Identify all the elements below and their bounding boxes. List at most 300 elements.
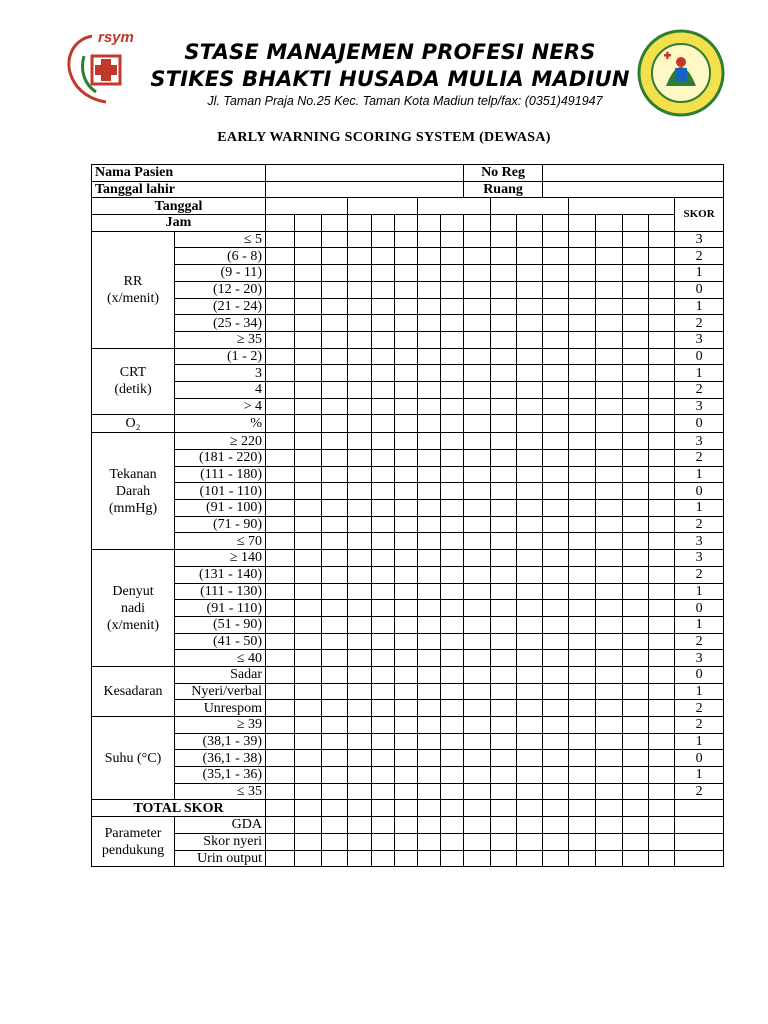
- entry-cell[interactable]: [348, 550, 372, 567]
- entry-cell[interactable]: [543, 298, 569, 315]
- entry-cell[interactable]: [675, 850, 724, 867]
- entry-cell[interactable]: [569, 415, 596, 433]
- entry-cell[interactable]: [266, 516, 295, 533]
- entry-cell[interactable]: [464, 783, 491, 800]
- entry-cell[interactable]: [649, 231, 675, 248]
- entry-cell[interactable]: [491, 415, 517, 433]
- entry-cell[interactable]: [596, 450, 623, 467]
- entry-cell[interactable]: [464, 500, 491, 517]
- entry-cell[interactable]: [418, 466, 441, 483]
- entry-cell[interactable]: [569, 450, 596, 467]
- entry-cell[interactable]: [295, 231, 322, 248]
- entry-cell[interactable]: [649, 750, 675, 767]
- entry-cell[interactable]: [517, 533, 543, 550]
- entry-cell[interactable]: [372, 398, 395, 415]
- entry-cell[interactable]: [441, 700, 464, 717]
- entry-cell[interactable]: [266, 483, 295, 500]
- entry-cell[interactable]: [464, 516, 491, 533]
- entry-cell[interactable]: [649, 783, 675, 800]
- entry-cell[interactable]: [348, 381, 372, 398]
- time-cell[interactable]: [348, 215, 372, 232]
- entry-cell[interactable]: [348, 616, 372, 633]
- entry-cell[interactable]: [649, 550, 675, 567]
- entry-cell[interactable]: [569, 265, 596, 282]
- entry-cell[interactable]: [372, 833, 395, 850]
- entry-cell[interactable]: [322, 381, 348, 398]
- entry-cell[interactable]: [322, 633, 348, 650]
- time-cell[interactable]: [649, 215, 675, 232]
- entry-cell[interactable]: [596, 466, 623, 483]
- entry-cell[interactable]: [464, 231, 491, 248]
- time-cell[interactable]: [491, 215, 517, 232]
- entry-cell[interactable]: [441, 450, 464, 467]
- entry-cell[interactable]: [623, 331, 649, 348]
- entry-cell[interactable]: [517, 850, 543, 867]
- entry-cell[interactable]: [543, 666, 569, 683]
- entry-cell[interactable]: [649, 365, 675, 382]
- ruang-field[interactable]: [543, 181, 724, 198]
- entry-cell[interactable]: [418, 533, 441, 550]
- entry-cell[interactable]: [491, 281, 517, 298]
- entry-cell[interactable]: [543, 683, 569, 700]
- entry-cell[interactable]: [569, 733, 596, 750]
- entry-cell[interactable]: [266, 398, 295, 415]
- entry-cell[interactable]: [543, 500, 569, 517]
- entry-cell[interactable]: [543, 516, 569, 533]
- entry-cell[interactable]: [491, 633, 517, 650]
- entry-cell[interactable]: [623, 248, 649, 265]
- entry-cell[interactable]: [322, 265, 348, 282]
- entry-cell[interactable]: [623, 281, 649, 298]
- entry-cell[interactable]: [543, 600, 569, 617]
- entry-cell[interactable]: [395, 850, 418, 867]
- entry-cell[interactable]: [596, 348, 623, 365]
- entry-cell[interactable]: [348, 683, 372, 700]
- entry-cell[interactable]: [569, 717, 596, 734]
- entry-cell[interactable]: [596, 231, 623, 248]
- entry-cell[interactable]: [569, 550, 596, 567]
- entry-cell[interactable]: [418, 650, 441, 667]
- entry-cell[interactable]: [517, 817, 543, 834]
- entry-cell[interactable]: [348, 298, 372, 315]
- entry-cell[interactable]: [649, 381, 675, 398]
- entry-cell[interactable]: [543, 733, 569, 750]
- entry-cell[interactable]: [441, 248, 464, 265]
- entry-cell[interactable]: [569, 298, 596, 315]
- time-cell[interactable]: [569, 215, 596, 232]
- entry-cell[interactable]: [441, 750, 464, 767]
- entry-cell[interactable]: [491, 850, 517, 867]
- entry-cell[interactable]: [569, 650, 596, 667]
- entry-cell[interactable]: [395, 231, 418, 248]
- entry-cell[interactable]: [675, 833, 724, 850]
- entry-cell[interactable]: [395, 365, 418, 382]
- entry-cell[interactable]: [569, 281, 596, 298]
- entry-cell[interactable]: [395, 750, 418, 767]
- entry-cell[interactable]: [464, 833, 491, 850]
- entry-cell[interactable]: [491, 783, 517, 800]
- entry-cell[interactable]: [348, 466, 372, 483]
- entry-cell[interactable]: [266, 783, 295, 800]
- total-score-cell[interactable]: [675, 800, 724, 817]
- entry-cell[interactable]: [491, 616, 517, 633]
- entry-cell[interactable]: [649, 466, 675, 483]
- total-cell[interactable]: [491, 800, 517, 817]
- entry-cell[interactable]: [543, 331, 569, 348]
- entry-cell[interactable]: [372, 381, 395, 398]
- entry-cell[interactable]: [596, 500, 623, 517]
- entry-cell[interactable]: [372, 483, 395, 500]
- entry-cell[interactable]: [491, 683, 517, 700]
- entry-cell[interactable]: [372, 783, 395, 800]
- entry-cell[interactable]: [322, 700, 348, 717]
- entry-cell[interactable]: [372, 348, 395, 365]
- total-cell[interactable]: [395, 800, 418, 817]
- entry-cell[interactable]: [395, 298, 418, 315]
- entry-cell[interactable]: [569, 817, 596, 834]
- entry-cell[interactable]: [596, 265, 623, 282]
- entry-cell[interactable]: [295, 483, 322, 500]
- total-cell[interactable]: [295, 800, 322, 817]
- entry-cell[interactable]: [649, 566, 675, 583]
- entry-cell[interactable]: [596, 616, 623, 633]
- entry-cell[interactable]: [649, 850, 675, 867]
- entry-cell[interactable]: [543, 365, 569, 382]
- entry-cell[interactable]: [464, 550, 491, 567]
- entry-cell[interactable]: [569, 398, 596, 415]
- entry-cell[interactable]: [517, 415, 543, 433]
- date-cell[interactable]: [491, 198, 569, 215]
- entry-cell[interactable]: [418, 817, 441, 834]
- entry-cell[interactable]: [491, 750, 517, 767]
- entry-cell[interactable]: [348, 733, 372, 750]
- entry-cell[interactable]: [395, 783, 418, 800]
- entry-cell[interactable]: [649, 833, 675, 850]
- entry-cell[interactable]: [464, 750, 491, 767]
- entry-cell[interactable]: [295, 398, 322, 415]
- entry-cell[interactable]: [348, 666, 372, 683]
- entry-cell[interactable]: [322, 650, 348, 667]
- entry-cell[interactable]: [322, 450, 348, 467]
- entry-cell[interactable]: [295, 767, 322, 784]
- entry-cell[interactable]: [596, 767, 623, 784]
- entry-cell[interactable]: [322, 331, 348, 348]
- entry-cell[interactable]: [491, 365, 517, 382]
- entry-cell[interactable]: [517, 381, 543, 398]
- entry-cell[interactable]: [623, 683, 649, 700]
- total-cell[interactable]: [348, 800, 372, 817]
- time-cell[interactable]: [517, 215, 543, 232]
- entry-cell[interactable]: [372, 281, 395, 298]
- entry-cell[interactable]: [569, 516, 596, 533]
- entry-cell[interactable]: [649, 348, 675, 365]
- entry-cell[interactable]: [372, 600, 395, 617]
- entry-cell[interactable]: [464, 298, 491, 315]
- entry-cell[interactable]: [517, 315, 543, 332]
- entry-cell[interactable]: [623, 381, 649, 398]
- entry-cell[interactable]: [441, 633, 464, 650]
- entry-cell[interactable]: [464, 767, 491, 784]
- entry-cell[interactable]: [491, 516, 517, 533]
- entry-cell[interactable]: [295, 365, 322, 382]
- entry-cell[interactable]: [623, 600, 649, 617]
- entry-cell[interactable]: [491, 817, 517, 834]
- entry-cell[interactable]: [441, 616, 464, 633]
- entry-cell[interactable]: [418, 750, 441, 767]
- entry-cell[interactable]: [517, 550, 543, 567]
- date-cell[interactable]: [569, 198, 675, 215]
- entry-cell[interactable]: [464, 633, 491, 650]
- entry-cell[interactable]: [395, 433, 418, 450]
- entry-cell[interactable]: [372, 415, 395, 433]
- entry-cell[interactable]: [596, 783, 623, 800]
- entry-cell[interactable]: [418, 717, 441, 734]
- entry-cell[interactable]: [266, 600, 295, 617]
- entry-cell[interactable]: [649, 315, 675, 332]
- entry-cell[interactable]: [266, 750, 295, 767]
- time-cell[interactable]: [418, 215, 441, 232]
- entry-cell[interactable]: [418, 248, 441, 265]
- entry-cell[interactable]: [372, 315, 395, 332]
- entry-cell[interactable]: [596, 633, 623, 650]
- entry-cell[interactable]: [464, 315, 491, 332]
- entry-cell[interactable]: [543, 717, 569, 734]
- entry-cell[interactable]: [295, 566, 322, 583]
- entry-cell[interactable]: [348, 850, 372, 867]
- entry-cell[interactable]: [322, 600, 348, 617]
- entry-cell[interactable]: [418, 365, 441, 382]
- entry-cell[interactable]: [348, 717, 372, 734]
- entry-cell[interactable]: [491, 248, 517, 265]
- entry-cell[interactable]: [596, 398, 623, 415]
- entry-cell[interactable]: [464, 483, 491, 500]
- entry-cell[interactable]: [418, 500, 441, 517]
- entry-cell[interactable]: [464, 733, 491, 750]
- entry-cell[interactable]: [322, 315, 348, 332]
- entry-cell[interactable]: [372, 298, 395, 315]
- entry-cell[interactable]: [491, 733, 517, 750]
- entry-cell[interactable]: [623, 533, 649, 550]
- entry-cell[interactable]: [441, 381, 464, 398]
- entry-cell[interactable]: [517, 616, 543, 633]
- entry-cell[interactable]: [295, 466, 322, 483]
- entry-cell[interactable]: [322, 550, 348, 567]
- entry-cell[interactable]: [418, 600, 441, 617]
- total-cell[interactable]: [543, 800, 569, 817]
- entry-cell[interactable]: [491, 583, 517, 600]
- entry-cell[interactable]: [322, 248, 348, 265]
- entry-cell[interactable]: [372, 248, 395, 265]
- entry-cell[interactable]: [266, 817, 295, 834]
- entry-cell[interactable]: [441, 298, 464, 315]
- total-cell[interactable]: [569, 800, 596, 817]
- entry-cell[interactable]: [543, 415, 569, 433]
- entry-cell[interactable]: [441, 516, 464, 533]
- entry-cell[interactable]: [517, 265, 543, 282]
- entry-cell[interactable]: [517, 700, 543, 717]
- time-cell[interactable]: [372, 215, 395, 232]
- entry-cell[interactable]: [395, 683, 418, 700]
- total-cell[interactable]: [464, 800, 491, 817]
- entry-cell[interactable]: [569, 331, 596, 348]
- entry-cell[interactable]: [295, 600, 322, 617]
- entry-cell[interactable]: [491, 650, 517, 667]
- entry-cell[interactable]: [623, 833, 649, 850]
- entry-cell[interactable]: [623, 616, 649, 633]
- entry-cell[interactable]: [348, 583, 372, 600]
- entry-cell[interactable]: [569, 500, 596, 517]
- entry-cell[interactable]: [517, 231, 543, 248]
- entry-cell[interactable]: [491, 433, 517, 450]
- entry-cell[interactable]: [295, 650, 322, 667]
- entry-cell[interactable]: [543, 783, 569, 800]
- entry-cell[interactable]: [418, 616, 441, 633]
- entry-cell[interactable]: [295, 583, 322, 600]
- entry-cell[interactable]: [372, 700, 395, 717]
- tanggal-lahir-field[interactable]: [266, 181, 464, 198]
- entry-cell[interactable]: [517, 298, 543, 315]
- entry-cell[interactable]: [623, 783, 649, 800]
- entry-cell[interactable]: [418, 450, 441, 467]
- total-cell[interactable]: [623, 800, 649, 817]
- entry-cell[interactable]: [569, 365, 596, 382]
- entry-cell[interactable]: [569, 616, 596, 633]
- entry-cell[interactable]: [623, 817, 649, 834]
- entry-cell[interactable]: [441, 817, 464, 834]
- entry-cell[interactable]: [569, 315, 596, 332]
- entry-cell[interactable]: [322, 850, 348, 867]
- entry-cell[interactable]: [464, 850, 491, 867]
- entry-cell[interactable]: [517, 466, 543, 483]
- total-cell[interactable]: [649, 800, 675, 817]
- entry-cell[interactable]: [418, 550, 441, 567]
- entry-cell[interactable]: [295, 265, 322, 282]
- entry-cell[interactable]: [491, 348, 517, 365]
- entry-cell[interactable]: [295, 500, 322, 517]
- entry-cell[interactable]: [295, 415, 322, 433]
- entry-cell[interactable]: [596, 365, 623, 382]
- entry-cell[interactable]: [623, 700, 649, 717]
- entry-cell[interactable]: [266, 298, 295, 315]
- entry-cell[interactable]: [543, 281, 569, 298]
- entry-cell[interactable]: [348, 817, 372, 834]
- entry-cell[interactable]: [441, 433, 464, 450]
- entry-cell[interactable]: [491, 483, 517, 500]
- entry-cell[interactable]: [464, 717, 491, 734]
- time-cell[interactable]: [623, 215, 649, 232]
- entry-cell[interactable]: [517, 733, 543, 750]
- entry-cell[interactable]: [418, 850, 441, 867]
- entry-cell[interactable]: [649, 717, 675, 734]
- entry-cell[interactable]: [441, 483, 464, 500]
- entry-cell[interactable]: [596, 600, 623, 617]
- entry-cell[interactable]: [517, 833, 543, 850]
- entry-cell[interactable]: [322, 533, 348, 550]
- entry-cell[interactable]: [441, 683, 464, 700]
- entry-cell[interactable]: [517, 583, 543, 600]
- entry-cell[interactable]: [295, 616, 322, 633]
- entry-cell[interactable]: [441, 666, 464, 683]
- entry-cell[interactable]: [543, 265, 569, 282]
- entry-cell[interactable]: [295, 750, 322, 767]
- entry-cell[interactable]: [491, 700, 517, 717]
- entry-cell[interactable]: [348, 398, 372, 415]
- entry-cell[interactable]: [649, 398, 675, 415]
- entry-cell[interactable]: [543, 550, 569, 567]
- entry-cell[interactable]: [348, 450, 372, 467]
- entry-cell[interactable]: [348, 566, 372, 583]
- entry-cell[interactable]: [623, 298, 649, 315]
- entry-cell[interactable]: [372, 533, 395, 550]
- entry-cell[interactable]: [543, 583, 569, 600]
- entry-cell[interactable]: [623, 466, 649, 483]
- entry-cell[interactable]: [623, 265, 649, 282]
- entry-cell[interactable]: [517, 248, 543, 265]
- entry-cell[interactable]: [322, 583, 348, 600]
- entry-cell[interactable]: [266, 265, 295, 282]
- entry-cell[interactable]: [348, 783, 372, 800]
- entry-cell[interactable]: [649, 733, 675, 750]
- entry-cell[interactable]: [517, 650, 543, 667]
- entry-cell[interactable]: [372, 633, 395, 650]
- entry-cell[interactable]: [491, 298, 517, 315]
- entry-cell[interactable]: [395, 550, 418, 567]
- entry-cell[interactable]: [395, 650, 418, 667]
- entry-cell[interactable]: [569, 348, 596, 365]
- entry-cell[interactable]: [596, 683, 623, 700]
- entry-cell[interactable]: [441, 331, 464, 348]
- entry-cell[interactable]: [441, 650, 464, 667]
- entry-cell[interactable]: [322, 415, 348, 433]
- entry-cell[interactable]: [517, 683, 543, 700]
- entry-cell[interactable]: [649, 265, 675, 282]
- entry-cell[interactable]: [266, 415, 295, 433]
- entry-cell[interactable]: [395, 633, 418, 650]
- entry-cell[interactable]: [418, 733, 441, 750]
- entry-cell[interactable]: [491, 398, 517, 415]
- entry-cell[interactable]: [348, 348, 372, 365]
- entry-cell[interactable]: [395, 483, 418, 500]
- entry-cell[interactable]: [623, 415, 649, 433]
- entry-cell[interactable]: [372, 500, 395, 517]
- entry-cell[interactable]: [418, 315, 441, 332]
- entry-cell[interactable]: [266, 500, 295, 517]
- entry-cell[interactable]: [441, 398, 464, 415]
- entry-cell[interactable]: [623, 550, 649, 567]
- entry-cell[interactable]: [596, 566, 623, 583]
- entry-cell[interactable]: [441, 281, 464, 298]
- entry-cell[interactable]: [596, 666, 623, 683]
- entry-cell[interactable]: [295, 550, 322, 567]
- entry-cell[interactable]: [418, 415, 441, 433]
- entry-cell[interactable]: [418, 516, 441, 533]
- entry-cell[interactable]: [372, 433, 395, 450]
- entry-cell[interactable]: [491, 666, 517, 683]
- entry-cell[interactable]: [464, 365, 491, 382]
- entry-cell[interactable]: [491, 315, 517, 332]
- entry-cell[interactable]: [441, 315, 464, 332]
- entry-cell[interactable]: [295, 450, 322, 467]
- entry-cell[interactable]: [464, 817, 491, 834]
- entry-cell[interactable]: [266, 616, 295, 633]
- time-cell[interactable]: [395, 215, 418, 232]
- entry-cell[interactable]: [322, 817, 348, 834]
- entry-cell[interactable]: [569, 666, 596, 683]
- entry-cell[interactable]: [295, 700, 322, 717]
- entry-cell[interactable]: [295, 433, 322, 450]
- entry-cell[interactable]: [464, 398, 491, 415]
- entry-cell[interactable]: [596, 733, 623, 750]
